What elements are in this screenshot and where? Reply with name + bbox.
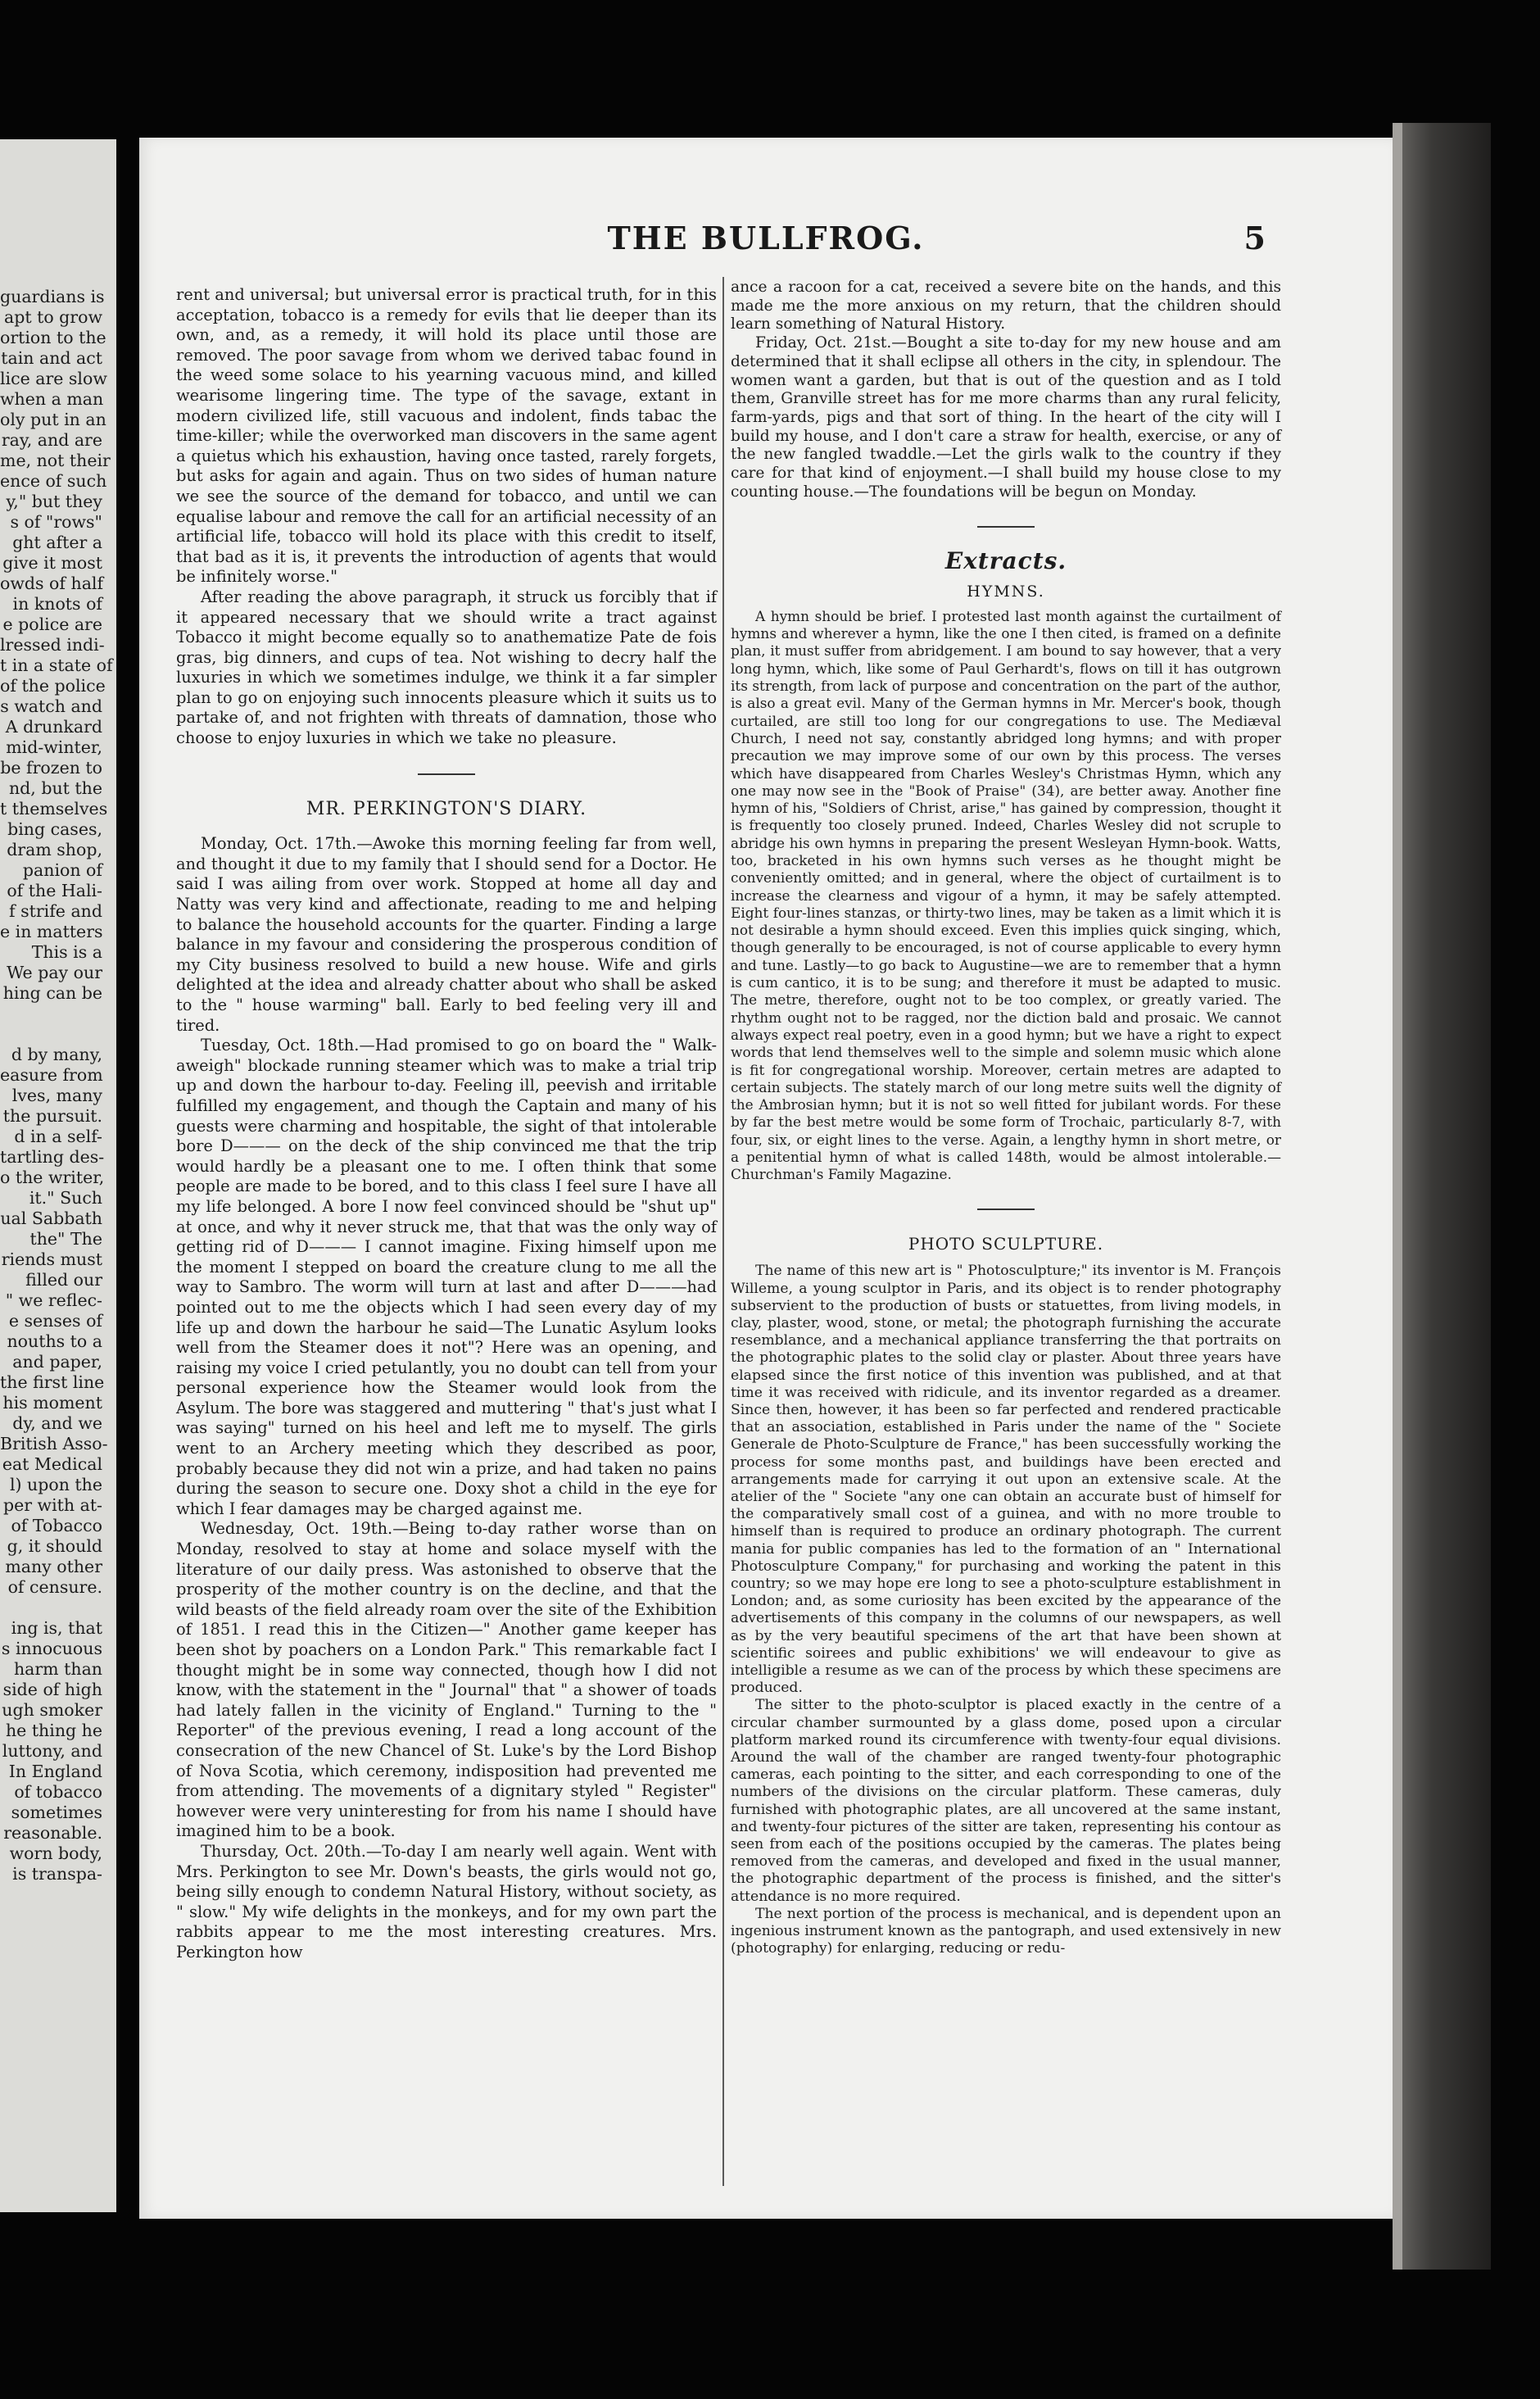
facing-page-line: in knots of bbox=[12, 594, 102, 614]
facing-page-line: We pay our bbox=[7, 963, 102, 982]
photo-sculpture-paragraph: The sitter to the photo-sculptor is placed exactly in the centre of a circular chamber surmounted by a glass dome, posed upon a circular platform marked round its circumference with twenty-four equal divisions. Around the wall of the chamber are ranged twenty-four photographic cameras, each pointing to the sitter, and each corresponding to one of the numbers of the divisions on the circular platform. These cameras, duly furnished with photographic plates, are all uncovered at the same instant, and twenty-four pictures of the sitter are taken, representing his contour as seen from each of the positions occupied by the cameras. The plates being removed from the cameras, and developed and fixed in the usual manner, the photographic department of the process is finished, and the sitter's attendance is no more required. bbox=[731, 1697, 1281, 1905]
facing-page-line: f strife and bbox=[8, 901, 102, 921]
facing-page-line: many other bbox=[5, 1557, 102, 1576]
facing-page-line bbox=[0, 1004, 102, 1024]
facing-page-line: easure from bbox=[0, 1065, 103, 1085]
hymns-heading: HYMNS. bbox=[967, 583, 1045, 601]
facing-page-line: ual Sabbath bbox=[0, 1209, 102, 1228]
facing-page-line: his moment bbox=[2, 1393, 102, 1413]
facing-page-line: apt to grow bbox=[3, 307, 102, 327]
facing-page-line: the first line bbox=[0, 1372, 105, 1392]
facing-page-line: tartling des- bbox=[0, 1147, 105, 1167]
facing-page-line: y," but they bbox=[6, 492, 102, 511]
diary-entry-tuesday: Tuesday, Oct. 18th.—Had promised to go on board the " Walk-aweigh" blockade running steamer which was to make a trial trip up and down the harbour to-day. Feeling ill, peevish and irritable fulfilled my engagement, and though the Captain and many of his guests were charming and hospitable, the sight of that intolerable bore D——— on the deck of the ship convinced me that the trip would hardly be a pleasant one to me. I often think that some people are made to be bored, and to this class I feel sure I have all my life belonged. A bore I now feel convinced should be "shut up" at once, and why it never struck me, that that was the only way of getting rid of D——— I cannot imagine. Fixing himself upon me the moment I stepped on board the creature clung to me all the way to Sambro. The worm will turn at last and after D———had pointed out to me the objects which I had seen every day of my life up and down the harbour he said—The Lunatic Asylum looks well from the Steamer does it not"? Here was an opening, and raising my voice I cried petulantly, you no doubt can tell from your personal experience how the Steamer would look from the Asylum. The bore was staggered and muttering " that's just what I was saying" turned on his heel and left me to myself. The girls went to an Archery meeting which they described as poor, probably because they did not win a prize, and had taken no pains during the season to secure one. Doxy shot a child in the eye for which I fear damages may be charged against me. bbox=[176, 1036, 717, 1518]
photo-sculpture-paragraph: The next portion of the process is mechanical, and is dependent upon an ingenious instrument known as the pantograph, and used extensively in new (photography) for enlarging, reducing or redu- bbox=[731, 1905, 1281, 1957]
facing-page-line: owds of half bbox=[0, 574, 104, 593]
facing-page-line: e in matters bbox=[0, 922, 103, 941]
masthead-title: THE BULLFROG. bbox=[607, 220, 925, 256]
facing-page-line: lves, many bbox=[11, 1086, 102, 1105]
facing-page-line: the pursuit. bbox=[2, 1106, 102, 1126]
facing-page-line bbox=[0, 1024, 102, 1045]
facing-page-line: l) upon the bbox=[9, 1475, 102, 1494]
facing-page-line: of Tobacco bbox=[11, 1516, 102, 1535]
facing-page-line: bing cases, bbox=[7, 819, 102, 839]
facing-page-line: ray, and are bbox=[1, 430, 102, 450]
facing-page-line: he thing he bbox=[5, 1721, 102, 1740]
column-rule bbox=[722, 277, 724, 2186]
facing-page-line: " we reflec- bbox=[5, 1290, 102, 1310]
facing-page-line: of the police bbox=[0, 676, 106, 696]
facing-page-line: per with at- bbox=[2, 1495, 102, 1515]
facing-page-line: d in a self- bbox=[14, 1127, 102, 1146]
facing-page-line: This is a bbox=[31, 942, 102, 962]
facing-page-line: s of "rows" bbox=[10, 512, 102, 532]
diary-entry-friday: Friday, Oct. 21st.—Bought a site to-day for my new house and am determined that it shall eclipse all others in the city, in splendour. The women want a garden, but that is out of the question and as I told them, Granville street has for me more charms than any rural felicity, farm-yards, pigs and that sort of thing. In the heart of the city will I build my house, and I don't care a straw for health, exercise, or any of the new fangled twaddle.—Let the girls walk to the country if they care for that kind of enjoyment.—I shall build my house close to my counting house.—The foundations will be begun on Monday. bbox=[731, 334, 1281, 501]
facing-page-line: hing can be bbox=[2, 983, 102, 1003]
facing-page-line: of censure. bbox=[7, 1577, 102, 1597]
facing-page-line: riends must bbox=[1, 1249, 102, 1269]
facing-page-line: side of high bbox=[2, 1680, 102, 1699]
facing-page-line: e police are bbox=[2, 614, 102, 634]
facing-page-line: reasonable. bbox=[3, 1823, 102, 1843]
page-header bbox=[139, 220, 1393, 269]
facing-page-line bbox=[0, 1598, 102, 1618]
facing-page-line: s innocuous bbox=[1, 1639, 102, 1658]
facing-page-line: ence of such bbox=[0, 471, 107, 491]
facing-page-line: g, it should bbox=[7, 1536, 102, 1556]
facing-page-line: t in a state of bbox=[0, 655, 113, 675]
facing-page-line: guardians is bbox=[0, 287, 105, 306]
facing-page-line: A drunkard bbox=[5, 717, 102, 737]
diary-continuation: ance a racoon for a cat, received a severe bite on the hands, and this made me the more anxious on my return, that the children should learn something of Natural History. bbox=[731, 279, 1281, 333]
tobacco-paragraph: After reading the above paragraph, it struck us forcibly that if it appeared necessary that we should write a tract against Tobacco it might become equally so to anathematize Pate de fois gras, big dinners, and cups of tea. Not wishing to decry half the luxuries in which we sometimes indulge, we think it a far simpler plan to go on enjoying such innocents pleasure which it suits us to partake of, and not frighten with threats of damnation, those who choose to enjoy luxuries in which we take no pleasure. bbox=[176, 587, 717, 748]
newspaper-page bbox=[139, 138, 1393, 2219]
extracts-heading: Extracts. bbox=[944, 547, 1067, 575]
diary-entry-monday: Monday, Oct. 17th.—Awoke this morning feeling far from well, and thought it due to my family that I should send for a Doctor. He said I was ailing from over work. Stopped at home all day and Natty was very kind and affectionate, reading to me and helping to balance the household accounts for the quarter. Finding a large balance in my favour and considering the prosperous condition of my City business resolved to build a new house. Wife and girls delighted at the idea and already chatter about who shall be asked to the " house warming" ball. Early to bed feeling very ill and tired. bbox=[176, 834, 717, 1035]
hymns-article: A hymn should be brief. I protested last month against the curtailment of hymns and wherever a hymn, like the one I then cited, is framed on a definite plan, it must suffer from abridgement. I am bound to say however, that a very long hymn, which, like some of Paul Gerhardt's, flows on till it has outgrown its strength, from lack of purpose and concentration on the part of the author, is also a great evil. Many of the German hymns in Mr. Mercer's book, though curtailed, are still too long for our congregations to use. The Mediæval Church, I need not say, constantly abridged long hymns; and with proper precaution we may improve some of our own by this process. The verses which have disappeared from Charles Wesley's Christmas Hymn, which any one may now see in the "Book of Praise" (34), are better away. Another fine hymn of his, "Soldiers of Christ, arise," has gained by compression, thought it is frequently too closely pruned. Indeed, Charles Wesley did not scruple to abridge his own hymns in preparing the present Wesleyan Hymn-book. Watts, too, bracketed in his own hymns such verses as he thought might be conveniently omitted; and in general, where the object of curtailment is to increase the clearness and vigour of a hymn, it may be safely attempted. Eight four-lines stanzas, or thirty-two lines, may be taken as a limit which it is not desirable a hymn should exceed. Even this implies quick singing, which, though generally to be encouraged, is not of course applicable to every hymn and tune. Lastly—to go back to Augustine—we are to remember that a hymn is cum cantico, it is to be sung; and therefore it must be adapted to music. The metre, therefore, ought not to be too complex, or greatly varied. The rhythm ought not to be ragged, nor the diction bald and prosaic. We cannot always expect real poetry, even in a good hymn; but we have a right to expect words that lend themselves well to the simple and solemn music which alone is fit for congregational worship. Moreover, certain metres are adapted to certain subjects. The stately march of our long metre suits well the dignity of the Ambrosian hymn; but it is not so well fitted for jubilant words. For these by far the best metre would be some form of Trochaic, particularly 8-7, with four, six, or eight lines to the verse. Again, a lengthy hymn in short metre, or a penitential hymn of what is called 148th, would be almost intolerable.—Churchman's Family Magazine. bbox=[731, 607, 1281, 1183]
diary-entry-wednesday: Wednesday, Oct. 19th.—Being to-day rather worse than on Monday, resolved to stay at home and solace myself with the literature of our daily press. Was astonished to observe that the prosperity of the mother country is on the decline, and that the wild beasts of the field already roam over the site of the Exhibition of 1851. I read this in the Citizen—" Another game keeper has been shot by poachers on a London Park." This remarkable fact I thought might be in some way connected, though how I did not know, with the statement in the " Journal" that " a shower of toads had lately fallen in the vicinity of England." Turning to the " Reporter" of the previous evening, I read a long account of the consecration of the new Chancel of St. Luke's by the Lord Bishop of Nova Scotia, which ceremony, indisposition had prevented me from attending. The movements of a dignitary styled " Register" however were very uninteresting for from his name I should have imagined him to be a book. bbox=[176, 1519, 717, 1841]
facing-page-line: of tobacco bbox=[14, 1782, 102, 1802]
facing-page-line: of the Hali- bbox=[7, 881, 102, 900]
book-edge bbox=[1393, 123, 1491, 2270]
section-divider bbox=[418, 773, 475, 775]
facing-page-line: o the writer, bbox=[0, 1168, 105, 1187]
left-column bbox=[176, 285, 717, 1963]
facing-page-line: nd, but the bbox=[8, 778, 102, 798]
facing-page-line: s watch and bbox=[0, 696, 102, 716]
facing-page-line: harm than bbox=[13, 1659, 102, 1679]
facing-page-line: filled our bbox=[25, 1270, 102, 1290]
facing-page-line: tain and act bbox=[1, 348, 102, 368]
diary-heading: MR. PERKINGTON'S DIARY. bbox=[306, 798, 587, 819]
facing-page-line: when a man bbox=[0, 389, 104, 409]
facing-page-line: nouths to a bbox=[7, 1331, 102, 1351]
facing-page-line: sometimes bbox=[11, 1803, 102, 1822]
facing-page-line: me, not their bbox=[0, 451, 111, 470]
facing-page-line: e senses of bbox=[8, 1311, 102, 1331]
facing-page-line: panion of bbox=[22, 860, 102, 880]
facing-page-line: dy, and we bbox=[12, 1413, 102, 1433]
facing-page-line: the" The bbox=[29, 1229, 102, 1249]
facing-page-line: lressed indi- bbox=[0, 635, 105, 655]
diary-entry-thursday: Thursday, Oct. 20th.—To-day I am nearly well again. Went with Mrs. Perkington to see Mr. Down's beasts, the girls would not go, being silly enough to condemn Natural History, without society, as " slow." My wife delights in the monkeys, and for my own part the rabbits appear to me the most interesting creatures. Mrs. Perkington how bbox=[176, 1841, 717, 1961]
facing-page-line: and paper, bbox=[12, 1352, 102, 1372]
tobacco-paragraph: rent and universal; but universal error is practical truth, for in this acceptation, tobacco is a remedy for evils that lie deeper than its own, and, as a remedy, it will hold its place until those are removed. The poor savage from whom we derived tabac found in the weed some solace to his yearning vacuous mind, and killed wearisome lingering time. The type of the savage, extant in modern civilized life, still vacuous and indolent, finds tabac the time-killer; while the overworked man discovers in the same agent a quietus which his exhaustion, having once tasted, rarely forgets, but asks for again and again. Thus on two sides of human nature we see the source of the demand for tobacco, and until we can equalise labour and remove the call for an artificial necessity of an artificial life, tobacco will hold its place with this credit to itself, that bad as it is, it prevents the introduction of agents that would be infinitely worse." bbox=[176, 285, 717, 587]
section-divider bbox=[977, 1209, 1035, 1210]
facing-page-line: In England bbox=[8, 1762, 102, 1781]
facing-page-line: ght after a bbox=[12, 533, 102, 552]
facing-page-line: lice are slow bbox=[0, 369, 107, 388]
facing-page-line: be frozen to bbox=[0, 758, 102, 778]
facing-page-line: it." Such bbox=[29, 1188, 102, 1208]
facing-page-line: oly put in an bbox=[0, 410, 106, 429]
facing-page-line: British Asso- bbox=[0, 1434, 108, 1453]
facing-page-line: luttony, and bbox=[2, 1741, 102, 1761]
right-column bbox=[731, 279, 1281, 1957]
facing-page-line: ing is, that bbox=[11, 1618, 102, 1638]
section-divider bbox=[977, 526, 1035, 528]
facing-page-line: eat Medical bbox=[2, 1454, 102, 1474]
facing-page-line: mid-winter, bbox=[6, 737, 102, 757]
photo-sculpture-heading: PHOTO SCULPTURE. bbox=[908, 1233, 1104, 1254]
facing-page-line: worn body, bbox=[9, 1843, 102, 1863]
facing-page-line: ortion to the bbox=[0, 328, 106, 347]
facing-page-line: give it most bbox=[2, 553, 102, 573]
facing-page bbox=[0, 139, 116, 2212]
page-number: 5 bbox=[1243, 220, 1266, 256]
facing-page-line: t themselves bbox=[0, 799, 108, 819]
facing-page-line: is transpa- bbox=[12, 1864, 102, 1884]
facing-page-line: ugh smoker bbox=[2, 1700, 102, 1720]
facing-page-text bbox=[0, 287, 113, 1884]
facing-page-line: dram shop, bbox=[7, 840, 102, 859]
facing-page-line: d by many, bbox=[11, 1045, 102, 1064]
photo-sculpture-paragraph: The name of this new art is " Photosculpture;" its inventor is M. François Willeme, a young sculptor in Paris, and its object is to render photography subservient to the production of busts or statuettes, from living models, in clay, plaster, wood, stone, or metal; the photograph furnishing the accurate resemblance, and a mechanical appliance transferring the that portraits on the photographic plates to the solid clay or plaster. About three years have elapsed since the first notice of this invention was published, and at that time it was received with ridicule, and its inventor regarded as a dreamer. Since then, however, it has been so far perfected and rendered practicable that an association, established in Paris under the name of the " Societe Generale de Photo-Sculpture de France," has been successfully working the process for some months past, and buildings have been erected and arrangements made for carrying it out upon an extensive scale. At the atelier of the " Societe "any one can obtain an accurate bust of himself for the comparatively small cost of a guinea, and with no more trouble to himself than is required to produce an ordinary photograph. The current mania for public companies has led to the formation of an " International Photosculpture Company," for purchasing and working the patent in this country; so we may hope ere long to see a photo-sculpture establishment in London; and, as some curiosity has been excited by the appearance of the advertisements of this company in the columns of our newspapers, as well as by the very beautiful specimens of the art that have been shown at scientific soirees and public exhibitions' we will endeavour to give as intelligible a resume as we can of the process by which these specimens are produced. bbox=[731, 1263, 1281, 1697]
